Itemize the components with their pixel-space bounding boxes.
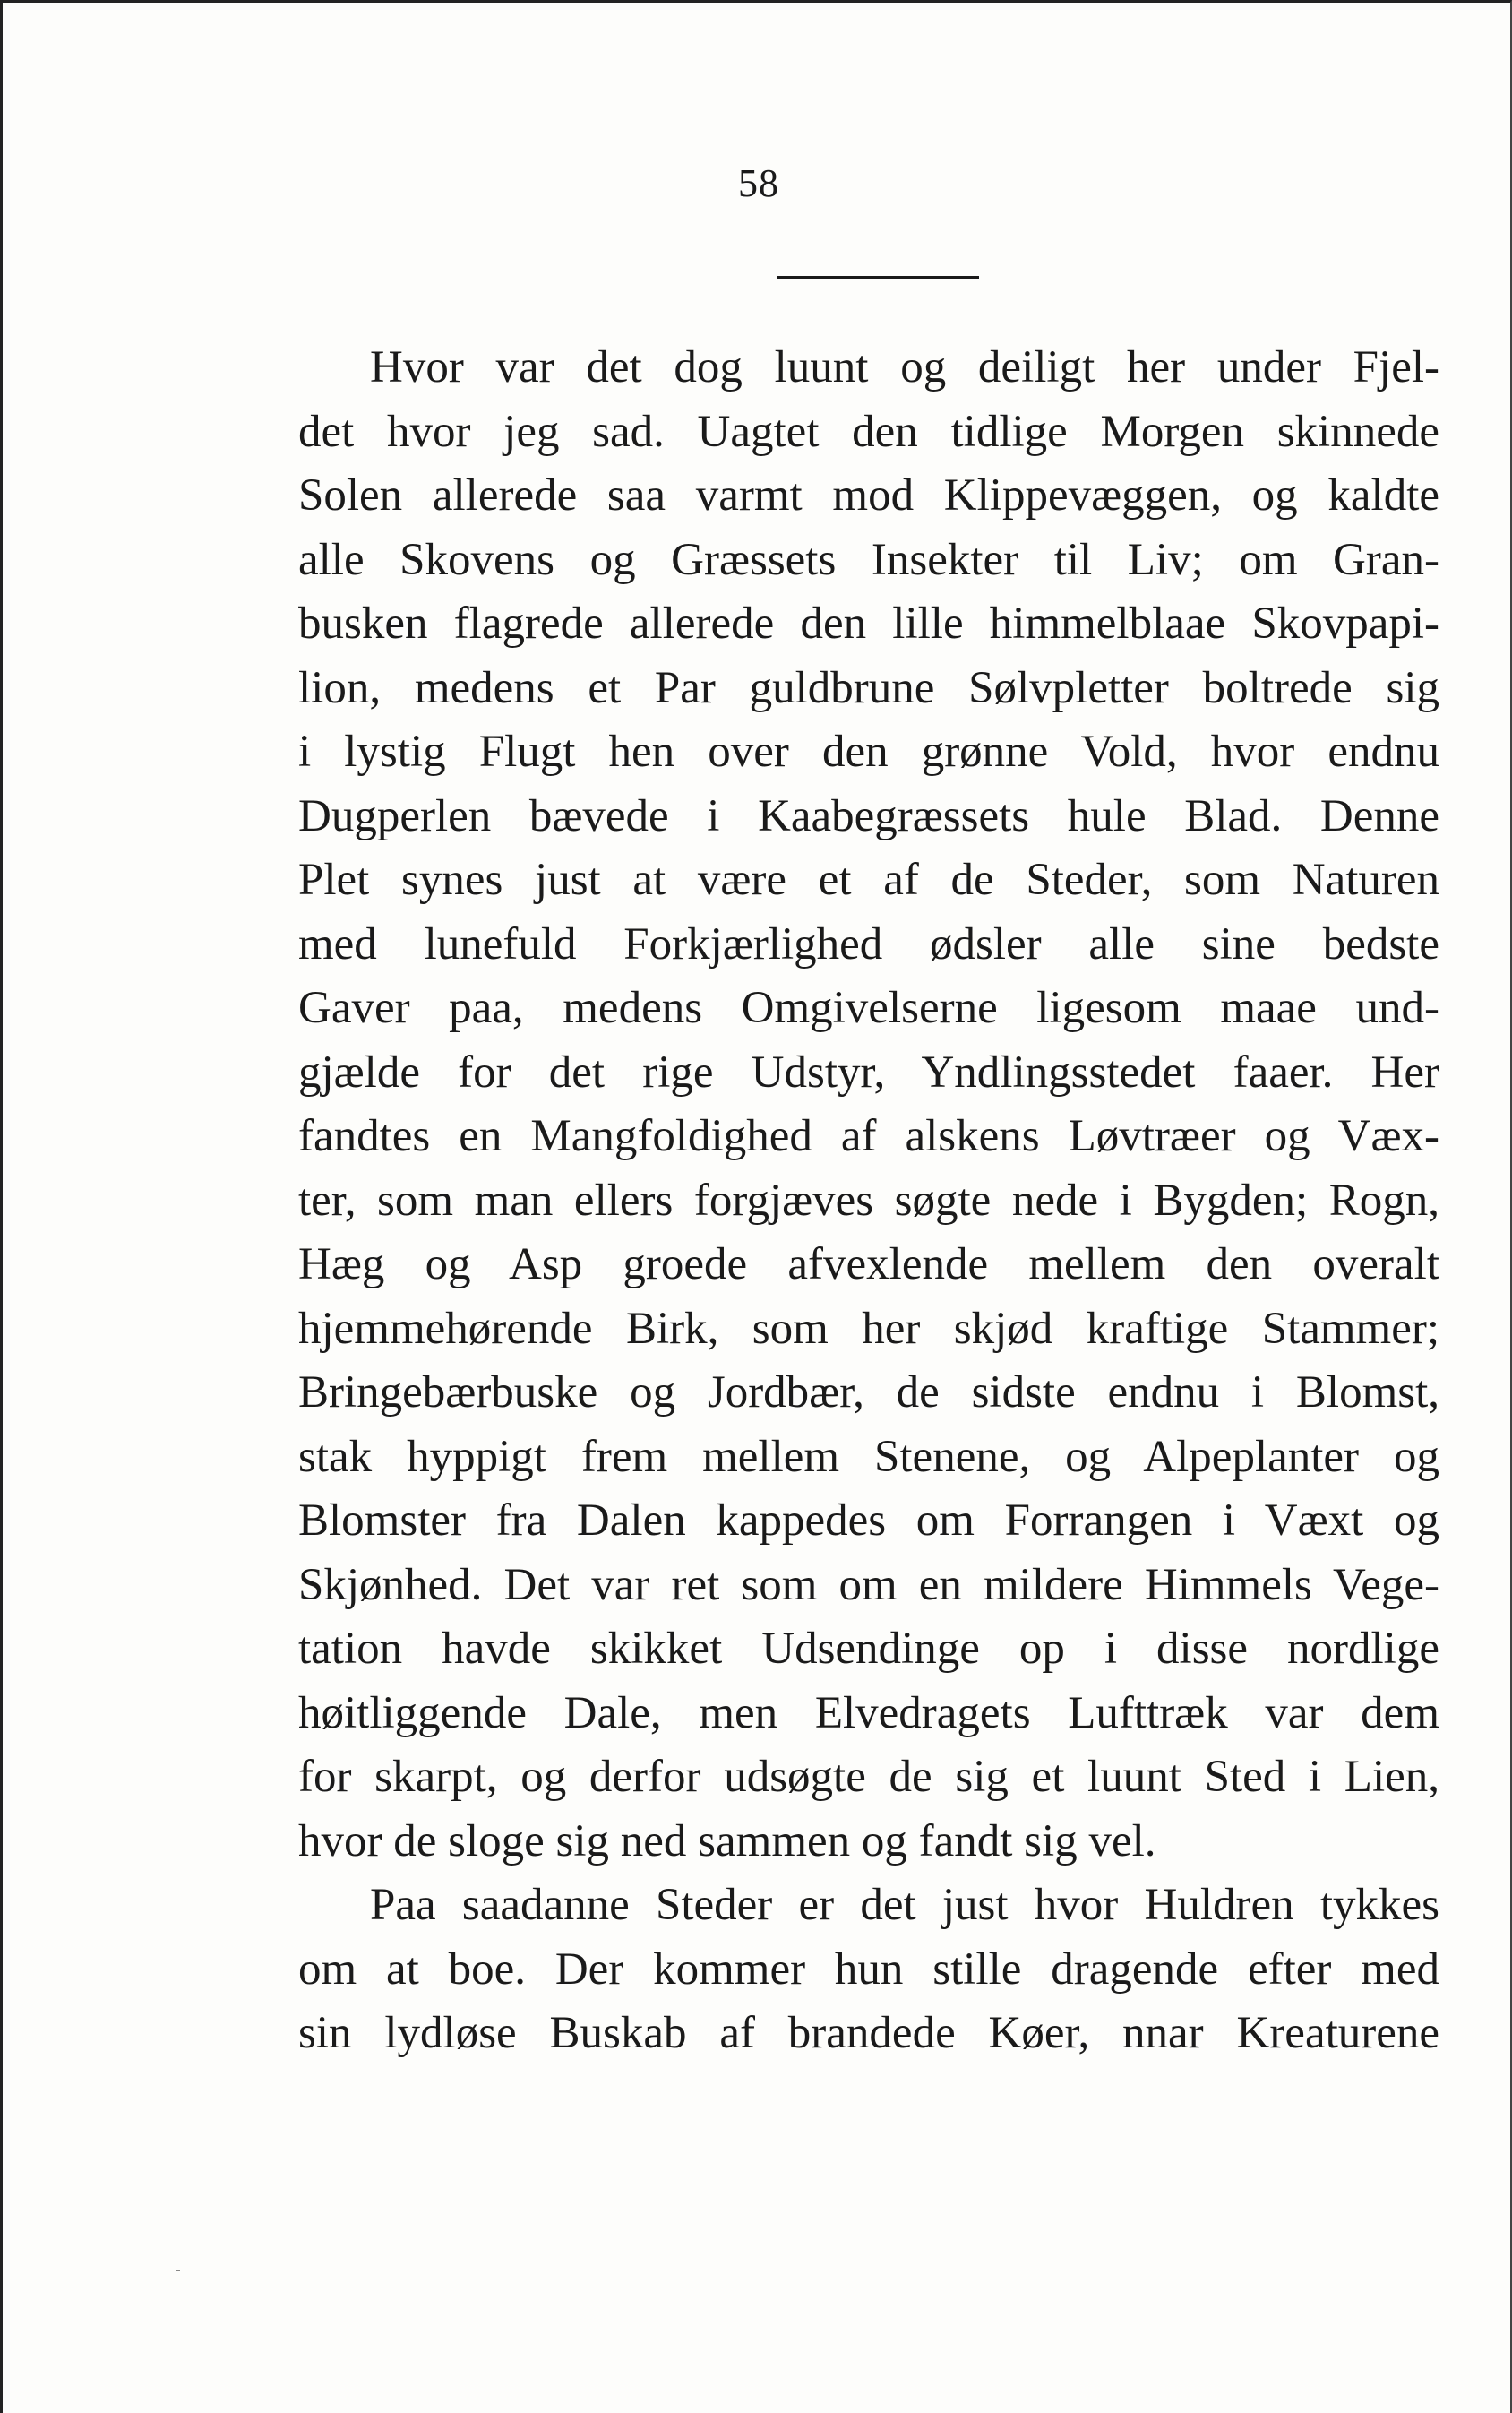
text-line: sin lydløse Buskab af brandede Køer, nnar Kreaturene	[298, 2008, 1439, 2058]
text-line: tation havde skikket Udsendinge op i disse nordlige	[298, 1624, 1439, 1674]
text-line: ter, som man ellers forgjæves søgte nede i Bygden; Rogn,	[298, 1175, 1439, 1226]
body-text	[298, 336, 1439, 2066]
text-line: det hvor jeg sad. Uagtet den tidlige Morgen skinnede	[298, 406, 1439, 457]
text-line: Bringebærbuske og Jordbær, de sidste endnu i Blomst,	[298, 1367, 1439, 1418]
text-line: hjemmehørende Birk, som her skjød kraftige Stammer;	[298, 1303, 1439, 1354]
text-line: Hvor var det dog luunt og deiligt her under Fjel-	[370, 342, 1439, 392]
text-line: Blomster fra Dalen kappedes om Forrangen i Væxt og	[298, 1495, 1439, 1546]
text-line: for skarpt, og derfor udsøgte de sig et luunt Sted i Lien,	[298, 1752, 1439, 1802]
text-line: Skjønhed. Det var ret som om en mildere Himmels Vege-	[298, 1559, 1439, 1610]
text-line: høitliggende Dale, men Elvedragets Lufttræk var dem	[298, 1687, 1439, 1738]
text-line: Solen allerede saa varmt mod Klippevæggen, og kaldte	[298, 470, 1439, 521]
text-line: hvor de sloge sig ned sammen og fandt sig vel.	[298, 1815, 1156, 1866]
text-line: stak hyppigt frem mellem Stenene, og Alpeplanter og	[298, 1431, 1439, 1482]
text-line: alle Skovens og Græssets Insekter til Liv; om Gran-	[298, 534, 1439, 585]
text-line: gjælde for det rige Udstyr, Yndlingsstedet faaer. Her	[298, 1047, 1439, 1098]
text-line: med lunefuld Forkjærlighed ødsler alle sine bedste	[298, 918, 1439, 970]
text-line: Plet synes just at være et af de Steder, som Naturen	[298, 855, 1439, 905]
page-number: 58	[738, 161, 779, 205]
text-line: i lystig Flugt hen over den grønne Vold, hvor endnu	[298, 727, 1439, 777]
header-rule	[777, 276, 979, 279]
text-line: Hæg og Asp groede afvexlende mellem den overalt	[298, 1239, 1439, 1289]
text-line: Gaver paa, medens Omgivelserne ligesom maae und-	[298, 983, 1439, 1033]
text-line: fandtes en Mangfoldighed af alskens Løvtræer og Væx-	[298, 1111, 1439, 1161]
scan-speck	[176, 2270, 180, 2271]
text-line: om at boe. Der kommer hun stille dragende efter med	[298, 1943, 1439, 1995]
text-line: Paa saadanne Steder er det just hvor Huldren tykkes	[370, 1880, 1439, 1930]
text-line: busken flagrede allerede den lille himmelblaae Skovpapi-	[298, 599, 1439, 649]
text-line: Dugperlen bævede i Kaabegræssets hule Blad. Denne	[298, 790, 1439, 841]
text-line: lion, medens et Par guldbrune Sølvpletter boltrede sig	[298, 662, 1439, 713]
